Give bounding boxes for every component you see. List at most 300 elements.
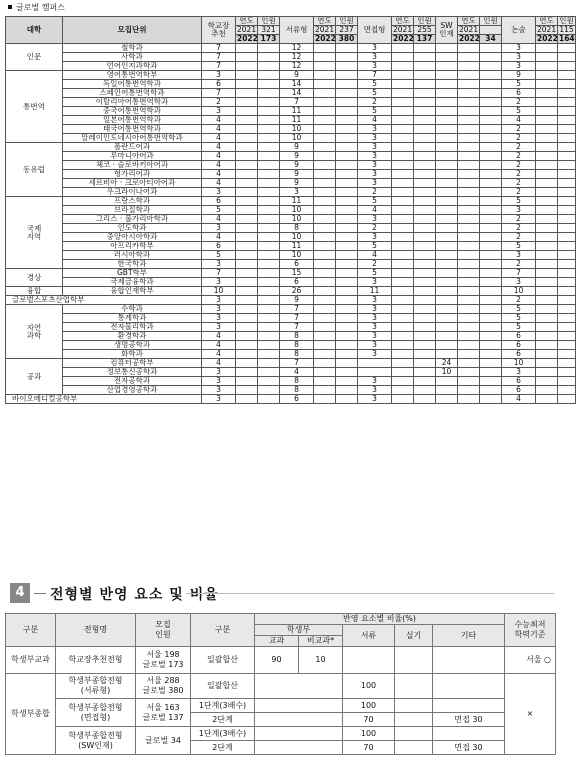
iv-blank [414, 53, 436, 62]
sw-blank [458, 278, 480, 287]
unit-cell: 융합인재학부 [63, 287, 202, 296]
iv-value: 3 [358, 215, 392, 224]
sw-value [436, 386, 458, 395]
doc-blank [314, 305, 336, 314]
sr-blank [258, 152, 280, 161]
es-value: 2 [502, 179, 536, 188]
iv-blank [414, 323, 436, 332]
iv-value: 3 [358, 161, 392, 170]
iv-blank [414, 269, 436, 278]
doc-value: 7 [280, 359, 314, 368]
header-interview: 면접형 [358, 17, 392, 44]
sw-value [436, 71, 458, 80]
sr-blank [258, 368, 280, 377]
ratio-record [255, 699, 343, 713]
doc-blank [336, 107, 358, 116]
unit-cell: 생명공학과 [63, 341, 202, 350]
sr-blank [258, 242, 280, 251]
unit-cell: 태국어통번역학과 [63, 125, 202, 134]
unit-cell: 통계학과 [63, 314, 202, 323]
doc-blank [336, 296, 358, 305]
sw-blank [480, 269, 502, 278]
es-value: 2 [502, 215, 536, 224]
table-row [6, 134, 576, 143]
es-blank [558, 305, 576, 314]
univ-cell: 인문 [6, 44, 63, 71]
es-blank [558, 116, 576, 125]
unit-cell: 철학과 [63, 44, 202, 53]
ratio-other [433, 699, 505, 713]
iv-blank [392, 152, 414, 161]
doc-blank [314, 314, 336, 323]
sr-value: 4 [202, 116, 236, 125]
doc-value: 8 [280, 341, 314, 350]
iv-value: 2 [358, 260, 392, 269]
doc-blank [336, 368, 358, 377]
doc-value: 12 [280, 62, 314, 71]
sw-blank [480, 332, 502, 341]
doc-blank [314, 350, 336, 359]
sw-blank [480, 170, 502, 179]
es-blank [558, 89, 576, 98]
es-value: 3 [502, 251, 536, 260]
header-sw: SW 인재 [436, 17, 458, 44]
table-row [6, 350, 576, 359]
sw-value [436, 251, 458, 260]
doc-blank [314, 107, 336, 116]
ratio-header-min: 수능최저 학력기준 [505, 614, 556, 647]
es-blank [558, 188, 576, 197]
sr-blank [236, 62, 258, 71]
doc-value: 9 [280, 143, 314, 152]
sr-blank [236, 260, 258, 269]
sr-blank [258, 359, 280, 368]
doc-blank [336, 323, 358, 332]
sw-blank [458, 143, 480, 152]
sw-blank [480, 368, 502, 377]
unit-cell: 환경학과 [63, 332, 202, 341]
sw-blank [480, 323, 502, 332]
table-row [6, 269, 576, 278]
sw-blank [458, 287, 480, 296]
ratio-practical [395, 647, 433, 674]
es-blank [558, 71, 576, 80]
iv-blank [414, 161, 436, 170]
es-blank [536, 296, 558, 305]
doc-value: 7 [280, 323, 314, 332]
sr-value: 4 [202, 233, 236, 242]
doc-value: 8 [280, 350, 314, 359]
ratio-track: 학생부종합전형 (면접형) [56, 699, 136, 727]
ratio-doc: 70 [343, 741, 395, 755]
sw-blank [458, 116, 480, 125]
sr-value: 3 [202, 71, 236, 80]
es-blank [558, 179, 576, 188]
sw-value [436, 332, 458, 341]
doc-blank [314, 341, 336, 350]
header-year: 연도 [458, 17, 480, 26]
ratio-min: 서울 ○ [505, 647, 556, 674]
sw-blank [480, 206, 502, 215]
sw-blank [480, 350, 502, 359]
doc-value: 11 [280, 107, 314, 116]
es-blank [558, 269, 576, 278]
sr-blank [258, 179, 280, 188]
sw-value [436, 377, 458, 386]
ratio-stage: 일괄합산 [191, 674, 255, 699]
es-blank [536, 323, 558, 332]
iv-blank [414, 170, 436, 179]
table-row [6, 89, 576, 98]
section-rule [186, 593, 554, 594]
doc-blank [314, 53, 336, 62]
table-row [6, 305, 576, 314]
sr-value: 3 [202, 368, 236, 377]
sr-value: 10 [202, 287, 236, 296]
iv-blank [414, 188, 436, 197]
iv-blank [414, 134, 436, 143]
doc-value: 9 [280, 152, 314, 161]
iv-blank [392, 242, 414, 251]
doc-blank [314, 296, 336, 305]
sw-value [436, 215, 458, 224]
iv-blank [414, 44, 436, 53]
unit-cell: 헝가리어과 [63, 170, 202, 179]
sw-blank [480, 395, 502, 404]
sw-blank [480, 224, 502, 233]
unit-cell: 프랑스학과 [63, 197, 202, 206]
section-title: 전형별 반영 요소 및 비율 [50, 587, 219, 603]
table-row [6, 251, 576, 260]
sr-value: 3 [202, 377, 236, 386]
doc-value: 7 [280, 305, 314, 314]
section-connector [34, 593, 46, 594]
sr-blank [258, 305, 280, 314]
sw-blank [458, 98, 480, 107]
doc-blank [314, 368, 336, 377]
doc-value: 3 [280, 188, 314, 197]
iv-blank [414, 206, 436, 215]
es-blank [536, 215, 558, 224]
ratio-other [433, 674, 505, 699]
es-blank [536, 395, 558, 404]
table-row [6, 197, 576, 206]
ratio-other [433, 647, 505, 674]
iv-blank [414, 296, 436, 305]
es-blank [558, 98, 576, 107]
sr-value: 7 [202, 269, 236, 278]
iv-blank [392, 386, 414, 395]
caption-text: 글로벌 캠퍼스 [16, 3, 65, 12]
es-blank [536, 224, 558, 233]
sw-value [436, 242, 458, 251]
unit-cell: 컴퓨터공학부 [63, 359, 202, 368]
sr-value: 4 [202, 332, 236, 341]
sw-blank [480, 71, 502, 80]
iv-blank [414, 125, 436, 134]
sr-blank [236, 359, 258, 368]
iv-blank [392, 233, 414, 242]
sw-blank [458, 62, 480, 71]
es-value: 7 [502, 269, 536, 278]
sw-blank [458, 125, 480, 134]
es-blank [536, 152, 558, 161]
es-blank [558, 251, 576, 260]
sw-blank [458, 80, 480, 89]
sr-value: 7 [202, 53, 236, 62]
sw-blank [480, 197, 502, 206]
count-2022: 137 [414, 35, 436, 44]
ratio-doc: 70 [343, 713, 395, 727]
doc-value: 6 [280, 260, 314, 269]
sw-blank [480, 341, 502, 350]
doc-blank [314, 161, 336, 170]
es-blank [536, 98, 558, 107]
sw-blank [480, 296, 502, 305]
sr-value: 4 [202, 350, 236, 359]
sw-value [436, 98, 458, 107]
univ-cell: 공과 [6, 359, 63, 395]
iv-value: 3 [358, 143, 392, 152]
es-blank [558, 53, 576, 62]
header-essay: 논술 [502, 17, 536, 44]
sw-blank [480, 278, 502, 287]
doc-blank [314, 251, 336, 260]
ratio-stage: 일괄합산 [191, 647, 255, 674]
sw-value [436, 89, 458, 98]
sr-blank [236, 188, 258, 197]
year-2022: 2022 [393, 34, 414, 43]
es-blank [536, 251, 558, 260]
sr-value: 3 [202, 323, 236, 332]
ratio-track: 학생부종합전형 (SW인재) [56, 727, 136, 755]
sr-blank [258, 197, 280, 206]
sw-blank [458, 152, 480, 161]
sr-blank [258, 44, 280, 53]
es-blank [558, 206, 576, 215]
doc-blank [336, 332, 358, 341]
sr-value: 4 [202, 161, 236, 170]
sw-blank [458, 215, 480, 224]
sw-blank [480, 314, 502, 323]
es-value: 3 [502, 53, 536, 62]
admissions-body [6, 44, 576, 404]
es-blank [536, 116, 558, 125]
sr-blank [258, 377, 280, 386]
sw-blank [458, 368, 480, 377]
header-year: 연도 [536, 17, 558, 26]
iv-blank [392, 188, 414, 197]
unit-cell: GBT학부 [63, 269, 202, 278]
sr-value: 4 [202, 179, 236, 188]
es-blank [536, 44, 558, 53]
doc-value: 10 [280, 125, 314, 134]
header-year: 연도 [392, 17, 414, 26]
es-blank [536, 305, 558, 314]
sr-value: 6 [202, 242, 236, 251]
es-blank [558, 197, 576, 206]
es-blank [536, 242, 558, 251]
sw-blank [458, 350, 480, 359]
sr-blank [258, 314, 280, 323]
sw-blank [458, 314, 480, 323]
iv-blank [392, 278, 414, 287]
table-row [6, 287, 576, 296]
unit-cell: 바이오메디컬공학부 [6, 395, 202, 404]
doc-value: 26 [280, 287, 314, 296]
sr-value: 3 [202, 395, 236, 404]
iv-value: 11 [358, 287, 392, 296]
table-row [6, 98, 576, 107]
sr-blank [236, 368, 258, 377]
ratio-practical [395, 699, 433, 713]
iv-value: 3 [358, 233, 392, 242]
iv-blank [392, 53, 414, 62]
iv-value: 3 [358, 350, 392, 359]
unit-cell: 수학과 [63, 305, 202, 314]
iv-blank [392, 215, 414, 224]
count-2022: 173 [258, 35, 280, 44]
iv-value: 2 [358, 98, 392, 107]
iv-blank [414, 278, 436, 287]
iv-blank [392, 332, 414, 341]
unit-cell: 스페인어통번역학과 [63, 89, 202, 98]
es-blank [536, 332, 558, 341]
es-blank [558, 314, 576, 323]
doc-blank [314, 395, 336, 404]
doc-blank [314, 224, 336, 233]
es-blank [558, 143, 576, 152]
doc-blank [314, 98, 336, 107]
doc-blank [314, 71, 336, 80]
sw-blank [480, 107, 502, 116]
doc-blank [314, 287, 336, 296]
header-count: 인원 [414, 17, 436, 26]
sw-blank [480, 143, 502, 152]
sw-blank [480, 260, 502, 269]
unit-cell: 루마니아어과 [63, 152, 202, 161]
doc-value: 10 [280, 206, 314, 215]
iv-value: 2 [358, 188, 392, 197]
sw-value [436, 233, 458, 242]
doc-blank [336, 152, 358, 161]
sw-blank [458, 170, 480, 179]
doc-value: 12 [280, 53, 314, 62]
es-blank [536, 134, 558, 143]
doc-blank [336, 314, 358, 323]
doc-value: 8 [280, 386, 314, 395]
ratio-practical [395, 741, 433, 755]
doc-blank [336, 260, 358, 269]
unit-cell: 일본어통번역학과 [63, 116, 202, 125]
es-blank [558, 224, 576, 233]
es-blank [536, 179, 558, 188]
sr-blank [258, 89, 280, 98]
unit-cell: 국제금융학과 [63, 278, 202, 287]
doc-value: 7 [280, 98, 314, 107]
es-blank [558, 80, 576, 89]
ratio-header-other: 기타 [433, 625, 505, 647]
sr-blank [258, 215, 280, 224]
sw-value [436, 143, 458, 152]
sw-blank [458, 305, 480, 314]
es-blank [558, 377, 576, 386]
iv-blank [414, 350, 436, 359]
doc-value: 9 [280, 179, 314, 188]
sr-blank [258, 116, 280, 125]
es-blank [558, 278, 576, 287]
sr-blank [258, 80, 280, 89]
unit-cell: 중앙아시아학과 [63, 233, 202, 242]
iv-value: 3 [358, 386, 392, 395]
table-row [6, 242, 576, 251]
sw-blank [480, 161, 502, 170]
header-count: 인원 [559, 16, 574, 25]
es-blank [558, 332, 576, 341]
iv-blank [414, 143, 436, 152]
sw-blank [480, 62, 502, 71]
iv-blank [414, 368, 436, 377]
ratio-category: 학생부교과 [6, 647, 56, 674]
es-blank [536, 314, 558, 323]
ratio-record [255, 741, 343, 755]
iv-blank [392, 206, 414, 215]
ratio-track: 학교장추천전형 [56, 647, 136, 674]
sr-value: 3 [202, 314, 236, 323]
iv-value: 3 [358, 179, 392, 188]
iv-value: 5 [358, 89, 392, 98]
sr-blank [258, 62, 280, 71]
sr-blank [258, 98, 280, 107]
ratio-category: 학생부종합 [6, 674, 56, 755]
es-blank [536, 386, 558, 395]
doc-value: 15 [280, 269, 314, 278]
doc-blank [314, 62, 336, 71]
iv-blank [392, 341, 414, 350]
es-value: 6 [502, 89, 536, 98]
sr-blank [258, 161, 280, 170]
sw-blank [480, 377, 502, 386]
es-value: 5 [502, 197, 536, 206]
es-value: 3 [502, 62, 536, 71]
iv-blank [392, 170, 414, 179]
sr-value: 6 [202, 197, 236, 206]
sr-blank [236, 71, 258, 80]
unit-cell: 정보통신공학과 [63, 368, 202, 377]
iv-blank [392, 359, 414, 368]
iv-blank [392, 134, 414, 143]
unit-cell: 러시아학과 [63, 251, 202, 260]
doc-value: 7 [280, 314, 314, 323]
sr-blank [258, 125, 280, 134]
es-blank [558, 386, 576, 395]
es-blank [536, 359, 558, 368]
doc-blank [336, 278, 358, 287]
iv-value: 3 [358, 395, 392, 404]
sr-blank [236, 53, 258, 62]
sr-blank [236, 287, 258, 296]
year-2022: 2022 [315, 34, 336, 43]
doc-blank [314, 242, 336, 251]
sr-blank [236, 323, 258, 332]
doc-value: 4 [280, 368, 314, 377]
sw-value [436, 179, 458, 188]
doc-blank [336, 359, 358, 368]
sw-value [436, 80, 458, 89]
count-2021: 237 [336, 26, 358, 35]
year-2022: 2022 [237, 34, 258, 43]
doc-value: 12 [280, 44, 314, 53]
